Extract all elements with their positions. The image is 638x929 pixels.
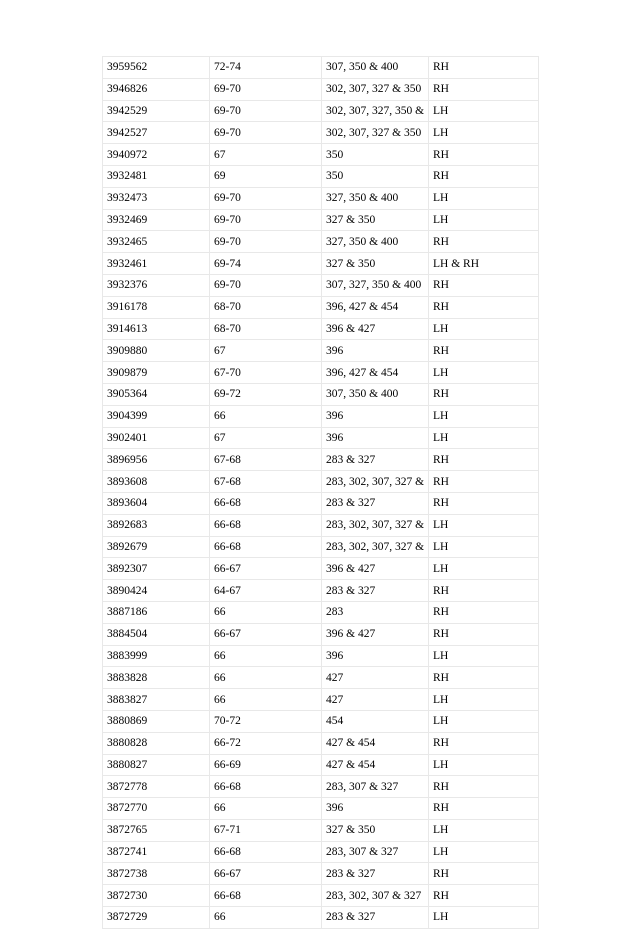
table-row (103, 798, 539, 820)
side-cell: LH (429, 710, 539, 732)
engine-size-cell: 283 & 327 (322, 449, 429, 471)
year-range-cell: 69-70 (210, 209, 322, 231)
side-cell: RH (429, 296, 539, 318)
table-row (103, 689, 539, 711)
side-cell: RH (429, 274, 539, 296)
table-row (103, 253, 539, 275)
engine-size-cell: 283 & 327 (322, 492, 429, 514)
engine-size-cell: 283, 302, 307, 327 & (322, 514, 429, 536)
part-number-cell: 3872738 (103, 863, 210, 885)
engine-size-cell: 396 (322, 427, 429, 449)
year-range-cell: 67-68 (210, 471, 322, 493)
year-range-cell: 72-74 (210, 57, 322, 79)
table-row (103, 383, 539, 405)
engine-size-cell: 307, 350 & 400 (322, 383, 429, 405)
engine-size-cell: 302, 307, 327, 350 & (322, 100, 429, 122)
engine-size-cell: 427 & 454 (322, 732, 429, 754)
part-number-cell: 3884504 (103, 623, 210, 645)
year-range-cell: 69-70 (210, 187, 322, 209)
side-cell: LH (429, 536, 539, 558)
part-number-cell: 3872730 (103, 885, 210, 907)
part-number-cell: 3932473 (103, 187, 210, 209)
part-number-cell: 3916178 (103, 296, 210, 318)
side-cell: RH (429, 449, 539, 471)
year-range-cell: 66-67 (210, 623, 322, 645)
part-number-cell: 3890424 (103, 580, 210, 602)
side-cell: RH (429, 340, 539, 362)
engine-size-cell: 396 & 427 (322, 623, 429, 645)
engine-size-cell: 283, 302, 307, 327 & (322, 536, 429, 558)
part-number-cell: 3872770 (103, 798, 210, 820)
part-number-cell: 3959562 (103, 57, 210, 79)
table-row (103, 580, 539, 602)
part-number-cell: 3932376 (103, 274, 210, 296)
year-range-cell: 67 (210, 427, 322, 449)
part-number-cell: 3892683 (103, 514, 210, 536)
table-row (103, 78, 539, 100)
side-cell: RH (429, 383, 539, 405)
table-row (103, 492, 539, 514)
side-cell: RH (429, 667, 539, 689)
part-number-cell: 3883828 (103, 667, 210, 689)
year-range-cell: 69-70 (210, 122, 322, 144)
table-row (103, 100, 539, 122)
engine-size-cell: 396, 427 & 454 (322, 296, 429, 318)
side-cell: LH (429, 645, 539, 667)
year-range-cell: 68-70 (210, 318, 322, 340)
engine-size-cell: 396 (322, 340, 429, 362)
part-number-cell: 3892307 (103, 558, 210, 580)
part-number-cell: 3893608 (103, 471, 210, 493)
engine-size-cell: 283 & 327 (322, 580, 429, 602)
side-cell: RH (429, 776, 539, 798)
side-cell: RH (429, 798, 539, 820)
engine-size-cell: 350 (322, 165, 429, 187)
year-range-cell: 66-68 (210, 536, 322, 558)
engine-size-cell: 396 & 427 (322, 558, 429, 580)
table-row (103, 449, 539, 471)
part-number-cell: 3909879 (103, 362, 210, 384)
part-number-cell: 3932481 (103, 165, 210, 187)
table-row (103, 296, 539, 318)
side-cell: RH (429, 165, 539, 187)
engine-size-cell: 427 (322, 667, 429, 689)
side-cell: RH (429, 863, 539, 885)
year-range-cell: 66-67 (210, 863, 322, 885)
year-range-cell: 66-68 (210, 776, 322, 798)
side-cell: RH (429, 231, 539, 253)
engine-size-cell: 283 & 327 (322, 907, 429, 929)
side-cell: LH (429, 187, 539, 209)
year-range-cell: 66 (210, 405, 322, 427)
part-number-cell: 3942527 (103, 122, 210, 144)
year-range-cell: 67 (210, 144, 322, 166)
table-row (103, 536, 539, 558)
table-row (103, 187, 539, 209)
side-cell: LH (429, 100, 539, 122)
table-row (103, 841, 539, 863)
part-number-cell: 3872765 (103, 819, 210, 841)
engine-size-cell: 327, 350 & 400 (322, 231, 429, 253)
year-range-cell: 69 (210, 165, 322, 187)
part-number-cell: 3902401 (103, 427, 210, 449)
side-cell: RH (429, 57, 539, 79)
side-cell: LH (429, 209, 539, 231)
side-cell: RH (429, 885, 539, 907)
parts-table (102, 56, 539, 929)
side-cell: LH (429, 907, 539, 929)
part-number-cell: 3896956 (103, 449, 210, 471)
year-range-cell: 66-68 (210, 514, 322, 536)
side-cell: RH (429, 623, 539, 645)
year-range-cell: 69-70 (210, 100, 322, 122)
part-number-cell: 3946826 (103, 78, 210, 100)
part-number-cell: 3932465 (103, 231, 210, 253)
part-number-cell: 3880828 (103, 732, 210, 754)
engine-size-cell: 396, 427 & 454 (322, 362, 429, 384)
table-row (103, 710, 539, 732)
table-row (103, 209, 539, 231)
side-cell: LH (429, 514, 539, 536)
table-row (103, 558, 539, 580)
year-range-cell: 69-70 (210, 78, 322, 100)
year-range-cell: 67-68 (210, 449, 322, 471)
engine-size-cell: 454 (322, 710, 429, 732)
table-row (103, 863, 539, 885)
engine-size-cell: 302, 307, 327 & 350 (322, 122, 429, 144)
side-cell: LH (429, 318, 539, 340)
side-cell: LH (429, 689, 539, 711)
side-cell: LH (429, 122, 539, 144)
table-row (103, 340, 539, 362)
engine-size-cell: 283, 307 & 327 (322, 841, 429, 863)
side-cell: RH (429, 580, 539, 602)
side-cell: LH (429, 754, 539, 776)
table-row (103, 776, 539, 798)
year-range-cell: 66-72 (210, 732, 322, 754)
part-number-cell: 3940972 (103, 144, 210, 166)
table-row (103, 405, 539, 427)
year-range-cell: 69-74 (210, 253, 322, 275)
engine-size-cell: 396 (322, 645, 429, 667)
year-range-cell: 67-70 (210, 362, 322, 384)
table-row (103, 819, 539, 841)
part-number-cell: 3904399 (103, 405, 210, 427)
year-range-cell: 66 (210, 689, 322, 711)
engine-size-cell: 350 (322, 144, 429, 166)
year-range-cell: 66-68 (210, 841, 322, 863)
side-cell: RH (429, 144, 539, 166)
year-range-cell: 64-67 (210, 580, 322, 602)
engine-size-cell: 396 (322, 405, 429, 427)
table-row (103, 231, 539, 253)
table-row (103, 514, 539, 536)
side-cell: LH & RH (429, 253, 539, 275)
side-cell: LH (429, 558, 539, 580)
side-cell: LH (429, 405, 539, 427)
year-range-cell: 66 (210, 798, 322, 820)
table-row (103, 318, 539, 340)
engine-size-cell: 427 & 454 (322, 754, 429, 776)
year-range-cell: 70-72 (210, 710, 322, 732)
table-row (103, 144, 539, 166)
engine-size-cell: 283, 302, 307 & 327 (322, 885, 429, 907)
part-number-cell: 3942529 (103, 100, 210, 122)
table-row (103, 471, 539, 493)
part-number-cell: 3892679 (103, 536, 210, 558)
table-row (103, 57, 539, 79)
table-row (103, 667, 539, 689)
year-range-cell: 66 (210, 601, 322, 623)
year-range-cell: 67 (210, 340, 322, 362)
side-cell: LH (429, 819, 539, 841)
year-range-cell: 66-68 (210, 492, 322, 514)
engine-size-cell: 302, 307, 327 & 350 (322, 78, 429, 100)
side-cell: RH (429, 492, 539, 514)
side-cell: LH (429, 362, 539, 384)
year-range-cell: 66 (210, 645, 322, 667)
part-number-cell: 3872729 (103, 907, 210, 929)
year-range-cell: 69-70 (210, 231, 322, 253)
part-number-cell: 3932461 (103, 253, 210, 275)
year-range-cell: 69-70 (210, 274, 322, 296)
engine-size-cell: 307, 350 & 400 (322, 57, 429, 79)
year-range-cell: 66 (210, 667, 322, 689)
side-cell: RH (429, 732, 539, 754)
engine-size-cell: 327 & 350 (322, 819, 429, 841)
part-number-cell: 3909880 (103, 340, 210, 362)
part-number-cell: 3883827 (103, 689, 210, 711)
side-cell: LH (429, 427, 539, 449)
side-cell: LH (429, 841, 539, 863)
engine-size-cell: 283, 307 & 327 (322, 776, 429, 798)
table-row (103, 274, 539, 296)
year-range-cell: 66 (210, 907, 322, 929)
year-range-cell: 68-70 (210, 296, 322, 318)
engine-size-cell: 283 & 327 (322, 863, 429, 885)
engine-size-cell: 427 (322, 689, 429, 711)
year-range-cell: 66-69 (210, 754, 322, 776)
part-number-cell: 3887186 (103, 601, 210, 623)
table-body (103, 57, 539, 929)
table-row (103, 732, 539, 754)
engine-size-cell: 327, 350 & 400 (322, 187, 429, 209)
year-range-cell: 66-67 (210, 558, 322, 580)
engine-size-cell: 327 & 350 (322, 253, 429, 275)
table-row (103, 885, 539, 907)
engine-size-cell: 396 & 427 (322, 318, 429, 340)
table-row (103, 362, 539, 384)
part-number-cell: 3932469 (103, 209, 210, 231)
part-number-cell: 3914613 (103, 318, 210, 340)
year-range-cell: 69-72 (210, 383, 322, 405)
table-row (103, 754, 539, 776)
year-range-cell: 67-71 (210, 819, 322, 841)
year-range-cell: 66-68 (210, 885, 322, 907)
table-row (103, 601, 539, 623)
table-row (103, 645, 539, 667)
side-cell: RH (429, 601, 539, 623)
part-number-cell: 3883999 (103, 645, 210, 667)
table-row (103, 165, 539, 187)
side-cell: RH (429, 78, 539, 100)
part-number-cell: 3872778 (103, 776, 210, 798)
table-row (103, 907, 539, 929)
part-number-cell: 3872741 (103, 841, 210, 863)
part-number-cell: 3880827 (103, 754, 210, 776)
part-number-cell: 3880869 (103, 710, 210, 732)
engine-size-cell: 283 (322, 601, 429, 623)
engine-size-cell: 307, 327, 350 & 400 (322, 274, 429, 296)
engine-size-cell: 327 & 350 (322, 209, 429, 231)
table-row (103, 623, 539, 645)
table-row (103, 427, 539, 449)
part-number-cell: 3893604 (103, 492, 210, 514)
engine-size-cell: 283, 302, 307, 327 & (322, 471, 429, 493)
part-number-cell: 3905364 (103, 383, 210, 405)
table-row (103, 122, 539, 144)
side-cell: RH (429, 471, 539, 493)
engine-size-cell: 396 (322, 798, 429, 820)
